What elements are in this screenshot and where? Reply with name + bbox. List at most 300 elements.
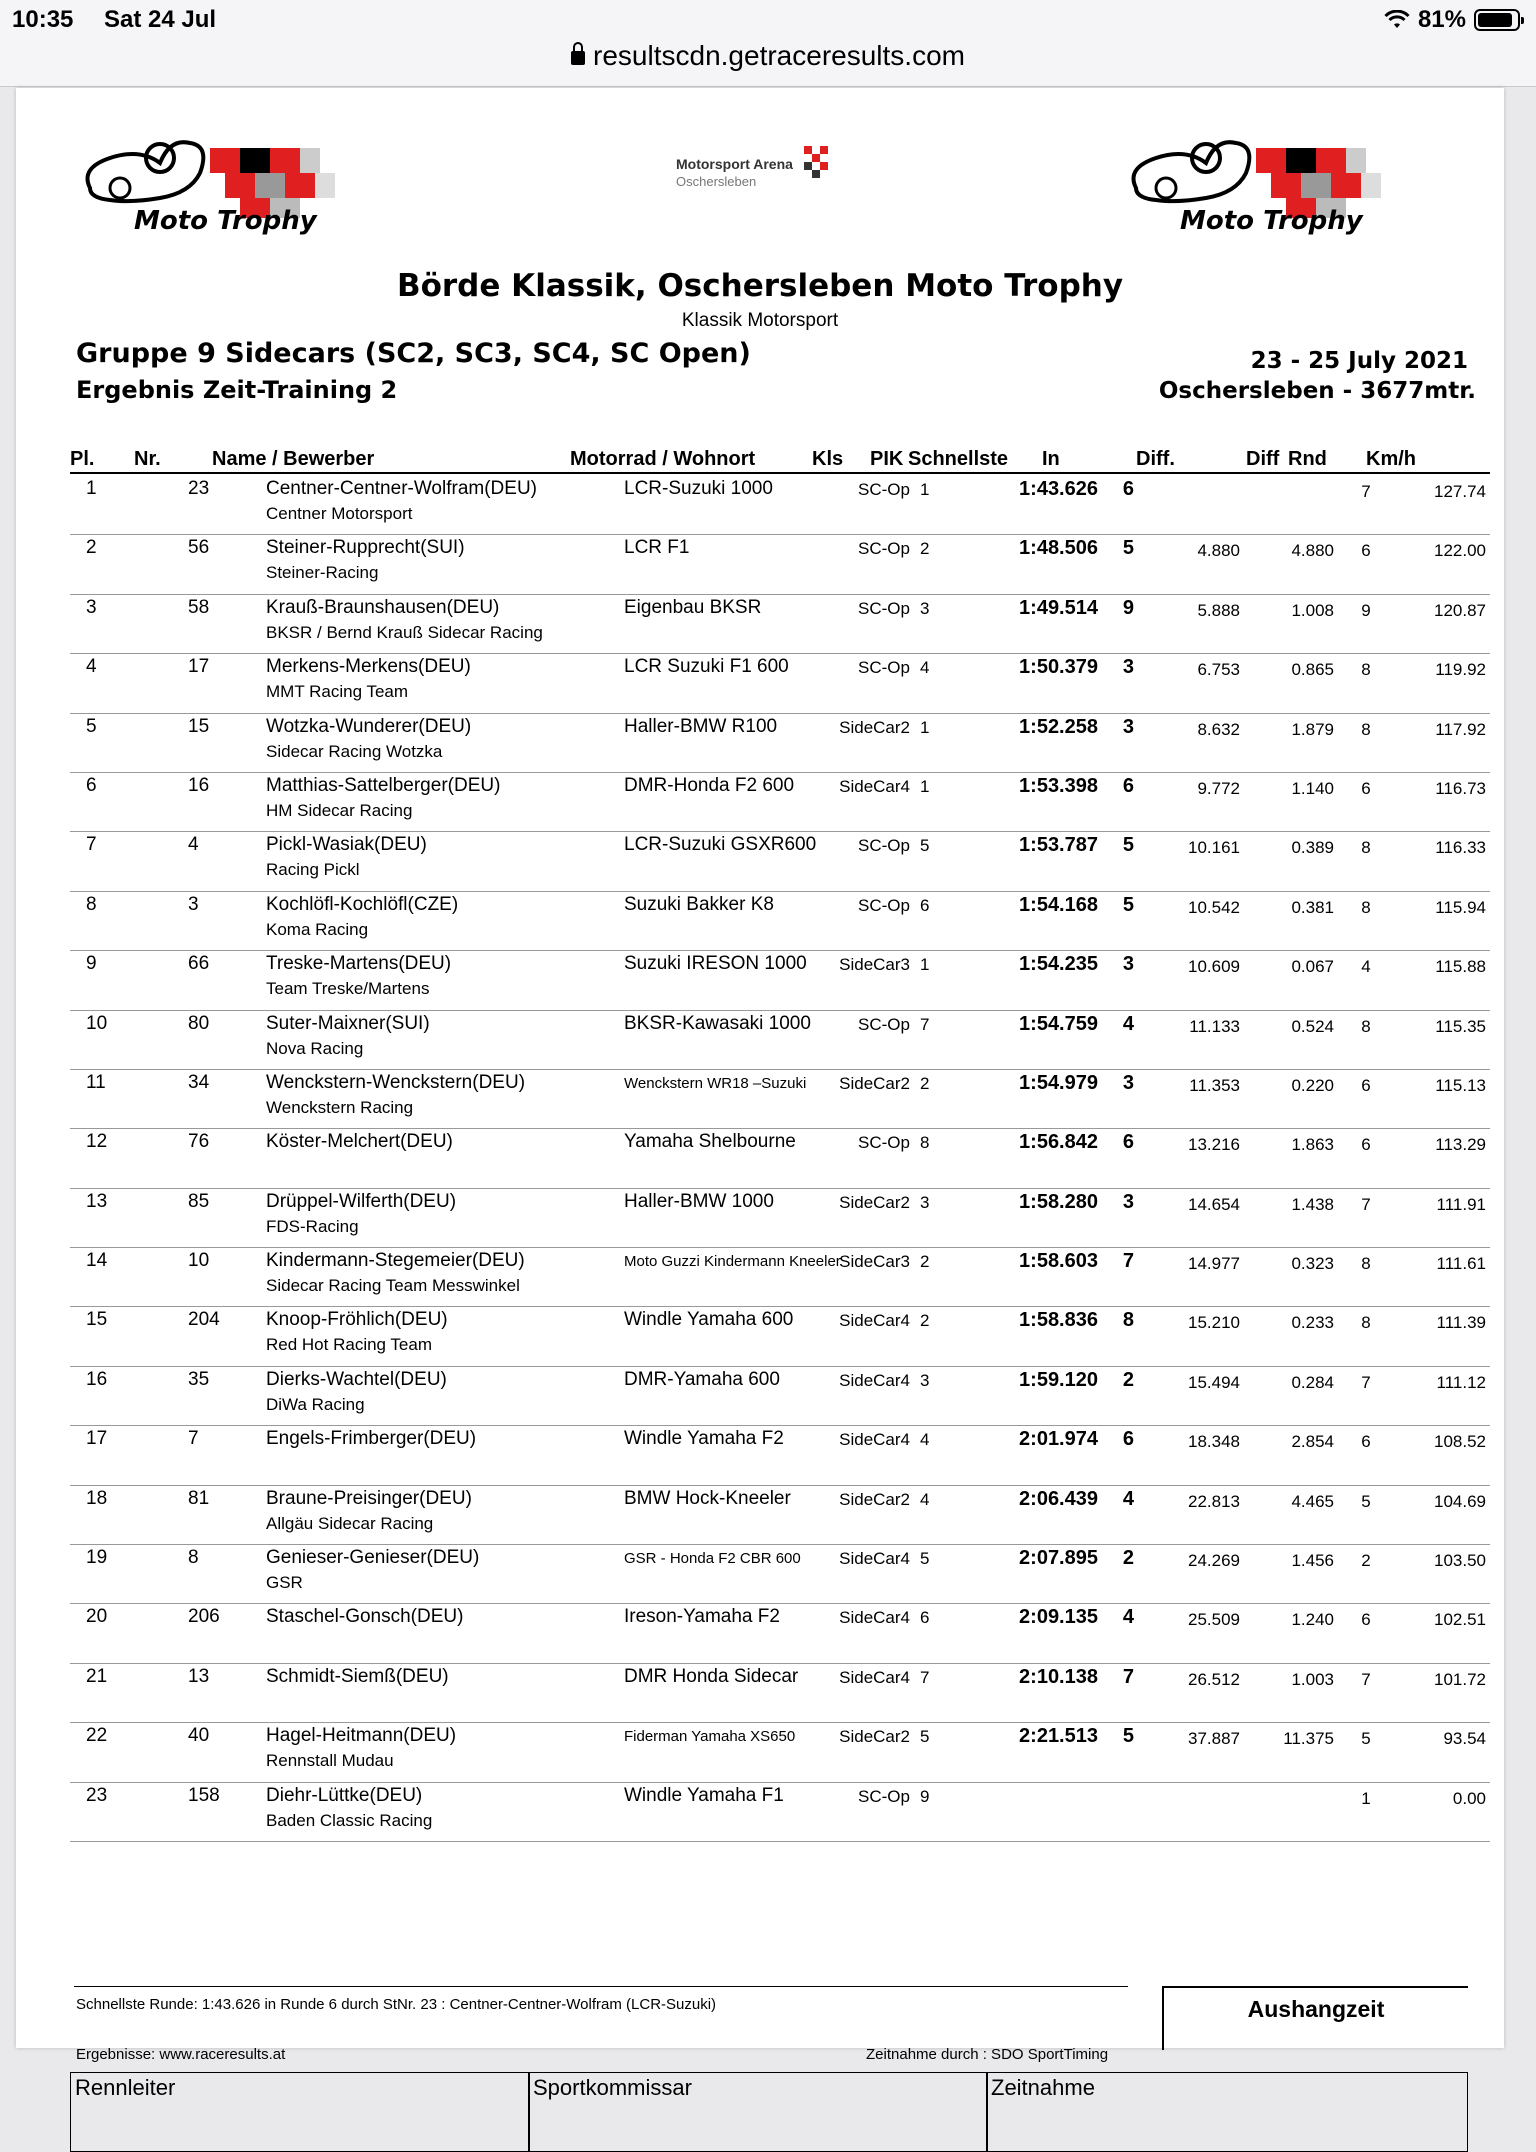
- row-diff-prev: 1.240: [1291, 1610, 1334, 1630]
- row-diff-prev: 4.465: [1291, 1491, 1334, 1511]
- row-laps: 9: [1361, 600, 1371, 620]
- aushang-box: [1162, 1986, 1468, 2050]
- fastest-lap: Schnellste Runde: 1:43.626 in Runde 6 durch StNr. 23 : Centner-Centner-Wolfram (LCR-Suzuki): [76, 1996, 717, 2013]
- row-speed: 115.88: [1435, 957, 1486, 977]
- row-place: 11: [86, 1071, 106, 1093]
- aushang-label: Aushangzeit: [1247, 1996, 1385, 2022]
- row-class: SC-Op: [858, 539, 910, 559]
- row-diff-prev: 1.879: [1291, 719, 1334, 739]
- row-place: 6: [86, 774, 97, 796]
- row-number: 23: [188, 478, 210, 499]
- row-driver: Wotzka-Wunderer(DEU): [266, 715, 472, 737]
- table-row: [70, 476, 1490, 535]
- row-laps: 8: [1361, 1254, 1371, 1274]
- row-diff-prev: 2.854: [1291, 1432, 1334, 1452]
- row-place: 19: [86, 1547, 108, 1569]
- row-place: 21: [86, 1665, 108, 1687]
- row-class-position: 3: [920, 1370, 930, 1390]
- col-moto: Motorrad / Wohnort: [570, 448, 756, 470]
- row-best-time: 1:49.514: [1019, 596, 1098, 619]
- row-class: SC-Op: [858, 836, 910, 856]
- results-document: [16, 88, 1504, 2100]
- row-class-position: 9: [920, 1786, 930, 1806]
- col-diff: Diff.: [1136, 448, 1175, 470]
- row-diff-leader: 10.542: [1188, 897, 1240, 917]
- row-diff-leader: 18.348: [1188, 1432, 1240, 1452]
- row-number: 3: [188, 893, 199, 915]
- row-speed: 113.29: [1435, 1135, 1486, 1155]
- table-row: [70, 1723, 1490, 1782]
- row-lap-in: 3: [1122, 1190, 1134, 1213]
- row-class: SC-Op: [858, 658, 910, 678]
- row-motorcycle: Windle Yamaha F1: [624, 1784, 784, 1806]
- row-best-time: 2:06.439: [1019, 1487, 1098, 1510]
- table-row: [70, 1070, 1490, 1129]
- row-diff-prev: 0.865: [1291, 660, 1334, 680]
- table-row: [70, 1129, 1490, 1188]
- row-team: Sidecar Racing Team Messwinkel: [266, 1276, 520, 1296]
- col-time: Schnellste: [908, 448, 1009, 470]
- row-team: Red Hot Racing Team: [266, 1335, 432, 1355]
- row-lap-in: 7: [1122, 1665, 1134, 1688]
- row-laps: 2: [1361, 1551, 1371, 1571]
- row-number: 204: [188, 1309, 220, 1331]
- arena-line1: Motorsport Arena: [676, 156, 793, 172]
- row-class-position: 1: [920, 480, 930, 499]
- row-driver: Steiner-Rupprecht(SUI): [266, 537, 465, 559]
- row-driver: Engels-Frimberger(DEU): [266, 1428, 477, 1450]
- row-diff-leader: 25.509: [1188, 1610, 1240, 1630]
- row-place: 17: [86, 1428, 108, 1450]
- row-diff-prev: 1.003: [1291, 1669, 1334, 1689]
- row-class-position: 7: [920, 1014, 930, 1034]
- row-lap-in: 5: [1122, 537, 1134, 560]
- row-best-time: 2:10.138: [1019, 1665, 1098, 1688]
- row-laps: 7: [1361, 482, 1371, 501]
- row-place: 22: [86, 1725, 108, 1747]
- row-speed: 116.33: [1435, 838, 1486, 858]
- row-team: Steiner-Racing: [266, 563, 379, 583]
- row-diff-leader: 22.813: [1188, 1491, 1240, 1511]
- row-place: 14: [86, 1250, 108, 1272]
- row-class-position: 2: [920, 1073, 930, 1093]
- row-driver: Staschel-Gonsch(DEU): [266, 1606, 464, 1628]
- row-class: SC-Op: [858, 480, 910, 499]
- status-date: Sat 24 Jul: [104, 6, 217, 33]
- row-lap-in: 2: [1122, 1368, 1134, 1391]
- row-motorcycle: Moto Guzzi Kindermann Kneeler: [624, 1253, 841, 1271]
- row-place: 5: [86, 715, 97, 737]
- row-speed: 103.50: [1434, 1551, 1486, 1571]
- row-driver: Merkens-Merkens(DEU): [266, 656, 471, 678]
- timing-credit: Zeitnahme durch : SDO SportTiming: [866, 2046, 1109, 2063]
- row-class: SideCar2: [839, 1489, 910, 1509]
- row-place: 16: [86, 1368, 108, 1390]
- signature-box-rennleiter: Rennleiter: [70, 2072, 530, 2152]
- table-row: [70, 1664, 1490, 1723]
- motorsport-arena-logo: [676, 146, 856, 206]
- table-row: [70, 773, 1490, 832]
- row-diff-prev: 1.456: [1291, 1551, 1334, 1571]
- row-diff-leader: 11.353: [1189, 1075, 1240, 1095]
- row-laps: 6: [1361, 778, 1371, 798]
- row-class-position: 1: [920, 717, 930, 737]
- row-place: 23: [86, 1784, 108, 1806]
- row-lap-in: 3: [1122, 656, 1134, 679]
- row-best-time: 1:53.398: [1019, 774, 1098, 797]
- row-driver: Köster-Melchert(DEU): [266, 1131, 453, 1153]
- row-diff-leader: 4.880: [1197, 541, 1240, 561]
- table-row: [70, 714, 1490, 773]
- row-number: 40: [188, 1725, 210, 1747]
- row-speed: 115.94: [1435, 897, 1486, 917]
- row-team: Nova Racing: [266, 1038, 364, 1058]
- row-diff-prev: 0.524: [1291, 1016, 1334, 1036]
- row-place: 1: [86, 478, 97, 499]
- row-team: Baden Classic Racing: [266, 1810, 433, 1830]
- row-motorcycle: DMR-Yamaha 600: [624, 1368, 780, 1390]
- battery-icon: [1474, 9, 1520, 31]
- row-class-position: 5: [920, 1549, 930, 1569]
- row-lap-in: 6: [1122, 1131, 1134, 1154]
- row-number: 16: [188, 774, 210, 796]
- row-class-position: 6: [920, 1608, 930, 1628]
- row-class: SideCar2: [839, 1192, 910, 1212]
- row-speed: 116.73: [1435, 778, 1486, 798]
- table-header: [70, 448, 1490, 474]
- row-laps: 8: [1361, 719, 1371, 739]
- row-diff-leader: 11.133: [1189, 1016, 1240, 1036]
- row-best-time: 1:50.379: [1019, 656, 1098, 679]
- row-diff-prev: 11.375: [1283, 1729, 1334, 1749]
- row-number: 81: [188, 1487, 210, 1509]
- logo-text-left: Moto Trophy: [134, 206, 317, 236]
- row-best-time: 1:43.626: [1019, 478, 1098, 500]
- url-text[interactable]: resultscdn.getraceresults.com: [593, 40, 965, 71]
- row-speed: 102.51: [1434, 1610, 1486, 1630]
- row-place: 18: [86, 1487, 108, 1509]
- row-class-position: 4: [920, 1489, 930, 1509]
- row-diff-leader: 14.654: [1188, 1194, 1240, 1214]
- row-lap-in: 3: [1122, 1071, 1134, 1094]
- row-class-position: 1: [920, 776, 930, 796]
- row-class-position: 4: [920, 1430, 930, 1450]
- logo-text-right: Moto Trophy: [1180, 206, 1363, 236]
- row-class-position: 2: [920, 539, 930, 559]
- row-driver: Suter-Maixner(SUI): [266, 1012, 430, 1034]
- row-motorcycle: Haller-BMW 1000: [624, 1190, 774, 1212]
- row-team: FDS-Racing: [266, 1216, 359, 1236]
- row-speed: 111.91: [1436, 1194, 1486, 1214]
- row-team: HM Sidecar Racing: [266, 800, 413, 820]
- row-speed: 111.61: [1436, 1254, 1486, 1274]
- row-diff-leader: 6.753: [1197, 660, 1240, 680]
- row-diff-prev: 0.233: [1291, 1313, 1334, 1333]
- row-laps: 8: [1361, 660, 1371, 680]
- row-motorcycle: Fiderman Yamaha XS650: [624, 1728, 796, 1746]
- row-number: 34: [188, 1071, 210, 1093]
- row-class: SideCar3: [839, 955, 910, 975]
- table-row: [70, 1189, 1490, 1248]
- row-class-position: 5: [920, 836, 930, 856]
- row-lap-in: 4: [1122, 1487, 1134, 1510]
- row-driver: Drüppel-Wilferth(DEU): [266, 1190, 457, 1212]
- row-class-position: 7: [920, 1667, 930, 1687]
- row-motorcycle: Wenckstern WR18 –Suzuki: [624, 1074, 807, 1092]
- row-diff-leader: 24.269: [1188, 1551, 1240, 1571]
- row-motorcycle: BKSR-Kawasaki 1000: [624, 1012, 811, 1034]
- row-laps: 7: [1361, 1669, 1371, 1689]
- row-diff-leader: 15.210: [1188, 1313, 1240, 1333]
- row-team: Centner Motorsport: [266, 504, 413, 523]
- row-best-time: 2:01.974: [1019, 1428, 1098, 1451]
- table-row: [70, 1486, 1490, 1545]
- row-best-time: 1:58.280: [1019, 1190, 1098, 1213]
- table-row: [70, 832, 1490, 891]
- row-speed: 122.00: [1434, 541, 1486, 561]
- row-motorcycle: Haller-BMW R100: [624, 715, 778, 737]
- table-row: [70, 654, 1490, 713]
- row-number: 35: [188, 1368, 210, 1390]
- row-best-time: 1:54.979: [1019, 1071, 1098, 1094]
- row-number: 80: [188, 1012, 210, 1034]
- moto-trophy-logo-left: [70, 118, 400, 248]
- row-driver: Pickl-Wasiak(DEU): [266, 834, 427, 856]
- event-dates: 23 - 25 July 2021: [1250, 348, 1468, 374]
- row-number: 66: [188, 953, 210, 975]
- row-driver: Hagel-Heitmann(DEU): [266, 1725, 457, 1747]
- row-class: SideCar4: [839, 1430, 910, 1450]
- row-class-position: 4: [920, 658, 930, 678]
- row-speed: 120.87: [1434, 600, 1486, 620]
- row-class-position: 1: [920, 955, 930, 975]
- row-driver: Wenckstern-Wenckstern(DEU): [266, 1071, 526, 1093]
- row-class: SideCar3: [839, 1252, 910, 1272]
- row-class: SideCar4: [839, 1370, 910, 1390]
- row-place: 13: [86, 1190, 108, 1212]
- row-number: 76: [188, 1131, 210, 1153]
- table-row: [70, 1367, 1490, 1426]
- footer-divider: [74, 1986, 1128, 1988]
- row-laps: 8: [1361, 838, 1371, 858]
- table-row: [70, 951, 1490, 1010]
- row-driver: Diehr-Lüttke(DEU): [266, 1784, 423, 1806]
- lock-icon: [571, 51, 585, 65]
- row-place: 2: [86, 537, 97, 559]
- row-diff-prev: 4.880: [1291, 541, 1334, 561]
- session-title: Ergebnis Zeit-Training 2: [76, 376, 398, 404]
- row-speed: 117.92: [1435, 719, 1486, 739]
- table-row: [70, 595, 1490, 654]
- row-motorcycle: DMR Honda Sidecar: [624, 1665, 799, 1687]
- table-row: [70, 1604, 1490, 1663]
- row-driver: Matthias-Sattelberger(DEU): [266, 774, 501, 796]
- row-class-position: 2: [920, 1252, 930, 1272]
- row-best-time: 1:54.168: [1019, 893, 1098, 916]
- row-class: SideCar4: [839, 1549, 910, 1569]
- status-right: [1384, 6, 1520, 34]
- row-team: Rennstall Mudau: [266, 1751, 394, 1771]
- row-team: Team Treske/Martens: [266, 979, 430, 999]
- row-number: 56: [188, 537, 210, 559]
- row-laps: 5: [1361, 1491, 1371, 1511]
- wifi-icon: [1384, 10, 1410, 30]
- row-speed: 0.00: [1452, 1788, 1486, 1808]
- row-speed: 127.74: [1434, 482, 1486, 501]
- row-speed: 108.52: [1434, 1432, 1486, 1452]
- table-row: [70, 1545, 1490, 1604]
- arena-line2: Oschersleben: [676, 174, 757, 189]
- row-best-time: 1:48.506: [1019, 537, 1098, 560]
- row-diff-leader: 5.888: [1197, 600, 1240, 620]
- row-speed: 104.69: [1434, 1491, 1486, 1511]
- row-number: 58: [188, 596, 210, 618]
- row-place: 8: [86, 893, 97, 915]
- row-number: 15: [188, 715, 210, 737]
- row-laps: 5: [1361, 1729, 1371, 1749]
- row-class: SideCar2: [839, 1073, 910, 1093]
- row-laps: 7: [1361, 1372, 1371, 1392]
- row-diff-leader: 15.494: [1188, 1372, 1240, 1392]
- row-class: SideCar4: [839, 1608, 910, 1628]
- row-lap-in: 5: [1122, 1725, 1134, 1748]
- row-lap-in: 4: [1122, 1606, 1134, 1629]
- row-driver: Kochlöfl-Kochlöfl(CZE): [266, 893, 459, 915]
- row-laps: 4: [1361, 957, 1371, 977]
- address-bar[interactable]: [0, 34, 1536, 87]
- row-class: SideCar2: [839, 1727, 910, 1747]
- row-class-position: 8: [920, 1133, 930, 1153]
- row-diff-leader: 9.772: [1197, 778, 1240, 798]
- row-class-position: 5: [920, 1727, 930, 1747]
- row-number: 85: [188, 1190, 210, 1212]
- row-class: SC-Op: [858, 1133, 910, 1153]
- row-class: SideCar4: [839, 1667, 910, 1687]
- col-kmh: Km/h: [1366, 448, 1416, 470]
- row-class: SC-Op: [858, 895, 910, 915]
- row-best-time: 1:52.258: [1019, 715, 1098, 738]
- row-lap-in: 9: [1122, 596, 1134, 619]
- row-diff-prev: 0.389: [1291, 838, 1334, 858]
- row-place: 20: [86, 1606, 108, 1628]
- row-diff-leader: 14.977: [1188, 1254, 1240, 1274]
- row-laps: 6: [1361, 541, 1371, 561]
- row-laps: 6: [1361, 1432, 1371, 1452]
- row-place: 4: [86, 656, 97, 678]
- col-name: Name / Bewerber: [212, 448, 375, 470]
- table-row: [70, 1307, 1490, 1366]
- row-speed: 115.35: [1435, 1016, 1486, 1036]
- row-team: Wenckstern Racing: [266, 1097, 414, 1117]
- row-diff-prev: 0.381: [1291, 897, 1334, 917]
- row-best-time: 1:54.235: [1019, 953, 1098, 976]
- col-nr: Nr.: [134, 448, 161, 470]
- row-diff-prev: 0.220: [1291, 1075, 1334, 1095]
- row-class: SC-Op: [858, 1786, 910, 1806]
- row-diff-prev: 1.863: [1291, 1135, 1334, 1155]
- row-driver: Treske-Martens(DEU): [266, 953, 452, 975]
- row-class-position: 3: [920, 1192, 930, 1212]
- row-motorcycle: Yamaha Shelbourne: [624, 1131, 796, 1153]
- row-class-position: 2: [920, 1311, 930, 1331]
- row-place: 3: [86, 596, 97, 618]
- row-team: MMT Racing Team: [266, 682, 409, 702]
- signature-box-zeitnahme: Zeitnahme: [986, 2072, 1468, 2152]
- col-pl: Pl.: [70, 448, 95, 470]
- row-best-time: 1:54.759: [1019, 1012, 1098, 1035]
- row-diff-prev: 0.323: [1291, 1254, 1334, 1274]
- table-row: [70, 1248, 1490, 1307]
- row-diff-prev: 1.008: [1291, 600, 1334, 620]
- row-team: Sidecar Racing Wotzka: [266, 741, 443, 761]
- row-class: SideCar4: [839, 776, 910, 796]
- group-title: Gruppe 9 Sidecars (SC2, SC3, SC4, SC Open): [76, 338, 751, 369]
- row-team: Racing Pickl: [266, 860, 360, 880]
- row-lap-in: 8: [1122, 1309, 1134, 1332]
- row-class-position: 6: [920, 895, 930, 915]
- status-time: 10:35: [12, 6, 74, 33]
- row-motorcycle: BMW Hock-Kneeler: [624, 1487, 791, 1509]
- row-team: DiWa Racing: [266, 1394, 365, 1414]
- row-speed: 119.92: [1435, 660, 1486, 680]
- row-best-time: 1:53.787: [1019, 834, 1098, 857]
- row-number: 13: [188, 1665, 210, 1687]
- row-laps: 6: [1361, 1075, 1371, 1095]
- row-class: SC-Op: [858, 598, 910, 618]
- col-rnd: Rnd: [1288, 448, 1327, 470]
- row-place: 15: [86, 1309, 108, 1331]
- row-best-time: 1:59.120: [1019, 1368, 1098, 1391]
- row-lap-in: 7: [1122, 1250, 1134, 1273]
- moto-trophy-logo-right: [1116, 118, 1446, 248]
- row-team: Allgäu Sidecar Racing: [266, 1513, 434, 1533]
- row-speed: 111.12: [1436, 1372, 1486, 1392]
- row-lap-in: 2: [1122, 1547, 1134, 1570]
- checkered-flag-icon: [794, 146, 834, 186]
- row-diff-leader: 10.609: [1188, 957, 1240, 977]
- row-driver: Kindermann-Stegemeier(DEU): [266, 1250, 525, 1272]
- row-class: SideCar4: [839, 1311, 910, 1331]
- row-driver: Schmidt-Siemß(DEU): [266, 1665, 449, 1687]
- row-class: SC-Op: [858, 1014, 910, 1034]
- row-lap-in: 3: [1122, 715, 1134, 738]
- row-best-time: 2:07.895: [1019, 1547, 1098, 1570]
- row-diff-leader: 13.216: [1188, 1135, 1240, 1155]
- row-class-position: 3: [920, 598, 930, 618]
- row-lap-in: 6: [1122, 478, 1134, 500]
- row-number: 7: [188, 1428, 199, 1450]
- row-motorcycle: Windle Yamaha F2: [624, 1428, 784, 1450]
- row-motorcycle: Suzuki Bakker K8: [624, 893, 774, 915]
- row-diff-prev: 1.140: [1291, 778, 1334, 798]
- col-pik: PIK: [870, 448, 904, 470]
- row-diff-prev: 1.438: [1291, 1194, 1334, 1214]
- row-motorcycle: GSR - Honda F2 CBR 600: [624, 1550, 801, 1568]
- signature-box-sportkommissar: Sportkommissar: [528, 2072, 988, 2152]
- row-driver: Braune-Preisinger(DEU): [266, 1487, 472, 1509]
- row-best-time: 1:56.842: [1019, 1131, 1098, 1154]
- row-driver: Genieser-Genieser(DEU): [266, 1547, 480, 1569]
- row-speed: 101.72: [1434, 1669, 1486, 1689]
- row-motorcycle: DMR-Honda F2 600: [624, 774, 795, 796]
- event-subtitle: Klassik Motorsport: [681, 310, 839, 331]
- row-motorcycle: Suzuki IRESON 1000: [624, 953, 807, 975]
- row-laps: 6: [1361, 1610, 1371, 1630]
- row-lap-in: 5: [1122, 834, 1134, 857]
- results-link: Ergebnisse: www.raceresults.at: [76, 2046, 286, 2063]
- row-class: SideCar2: [839, 717, 910, 737]
- row-diff-prev: 0.067: [1291, 957, 1334, 977]
